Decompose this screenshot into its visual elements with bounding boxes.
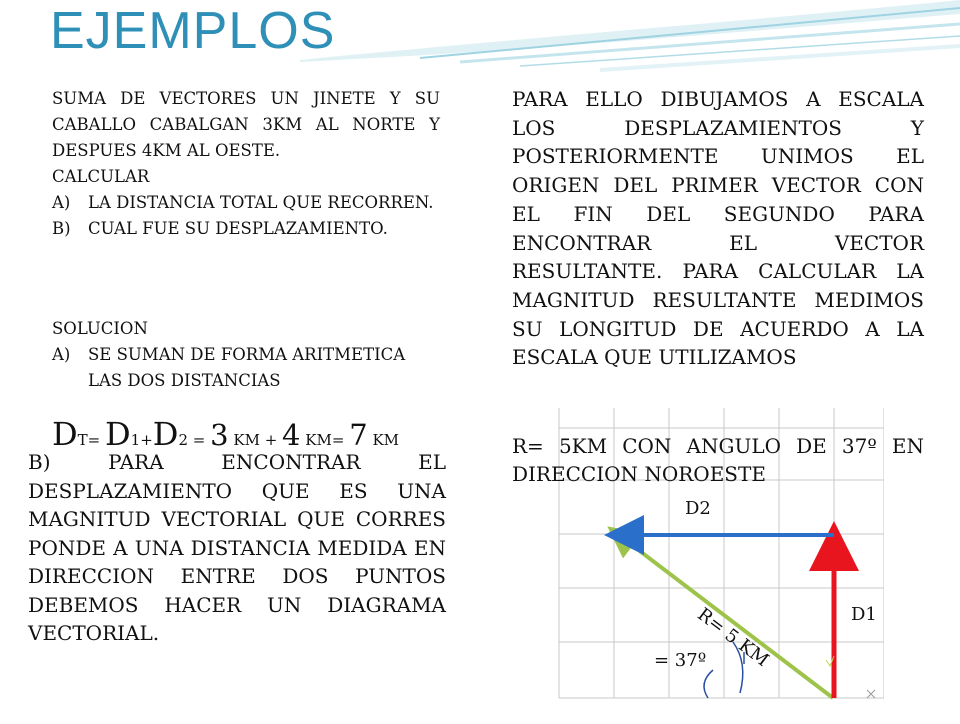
formula-d2-sub: 2 = [178, 431, 206, 449]
formula-7: 7 [349, 418, 368, 452]
solution-section [52, 316, 440, 394]
problem-list [52, 190, 440, 242]
result-text: R= 5KM CON ANGULO DE 37º EN DIRECCION NOROESTE [512, 434, 924, 486]
list-item [52, 216, 440, 242]
calcular-label: CALCULAR [52, 167, 150, 186]
list-marker: A) [52, 345, 71, 364]
formula-4: 4 [282, 418, 301, 452]
formula-d1-sub: 1+ [130, 431, 153, 449]
formula-d1: D [105, 415, 131, 453]
list-marker: A) [52, 193, 71, 212]
part-b-paragraph: B) PARA ENCONTRAR EL DESPLAZAMIENTO QUE ES UNA MAGNITUD VECTORIAL QUE CORRES PONDE A UNA DISTANCIA MEDIDA EN DIRECCION ENTRE DOS PUNTOS DEBEMOS HACER UN DIAGRAMA VECTORIAL. [28, 450, 446, 645]
angle-label: = 37º [654, 650, 707, 671]
d1-label: D1 [851, 604, 877, 625]
list-item-text: LA DISTANCIA TOTAL QUE RECORREN. [88, 193, 434, 212]
formula-d2: D [152, 415, 179, 453]
formula-3: 3 [210, 418, 229, 452]
list-item-text: CUAL FUE SU DESPLAZAMIENTO. [88, 219, 388, 238]
solution-heading: SOLUCION [52, 319, 148, 338]
list-item-text: SE SUMAN DE FORMA ARITMETICA LAS DOS DISTANCIAS [88, 345, 406, 390]
formula-km-2: KM= [305, 431, 345, 449]
formula-dt-sub: T= [77, 431, 101, 449]
method-paragraph: PARA ELLO DIBUJAMOS A ESCALA LOS DESPLAZAMIENTOS Y POSTERIORMENTE UNIMOS EL ORIGEN DEL PRIMER VECTOR CON EL FIN DEL SEGUNDO PARA ENCONTRAR EL VECTOR RESULTANTE. PARA CALCULAR LA MAGNITUD RESULTANTE MEDIMOS SU LONGITUD DE ACUERDO A LA ESCALA QUE UTILIZAMOS [512, 87, 924, 370]
formula-km-1: KM + [233, 431, 278, 449]
problem-statement: SUMA DE VECTORES UN JINETE Y SU CABALLO CABALGAN 3KM AL NORTE Y DESPUES 4KM AL OESTE. [52, 89, 440, 160]
solution-list [52, 342, 440, 394]
d2-label: D2 [685, 498, 711, 519]
problem-section [52, 86, 440, 242]
formula-km-3: KM [372, 431, 400, 449]
vector-r [620, 536, 833, 698]
list-item [52, 190, 440, 216]
cross-mark-icon [867, 690, 875, 698]
list-item [52, 342, 440, 394]
page-title: EJEMPLOS [50, 2, 336, 60]
angle-arc [704, 670, 713, 698]
r-label: R= 5 KM [693, 604, 773, 671]
list-marker: B) [52, 219, 71, 238]
formula-dt: D [52, 415, 78, 453]
